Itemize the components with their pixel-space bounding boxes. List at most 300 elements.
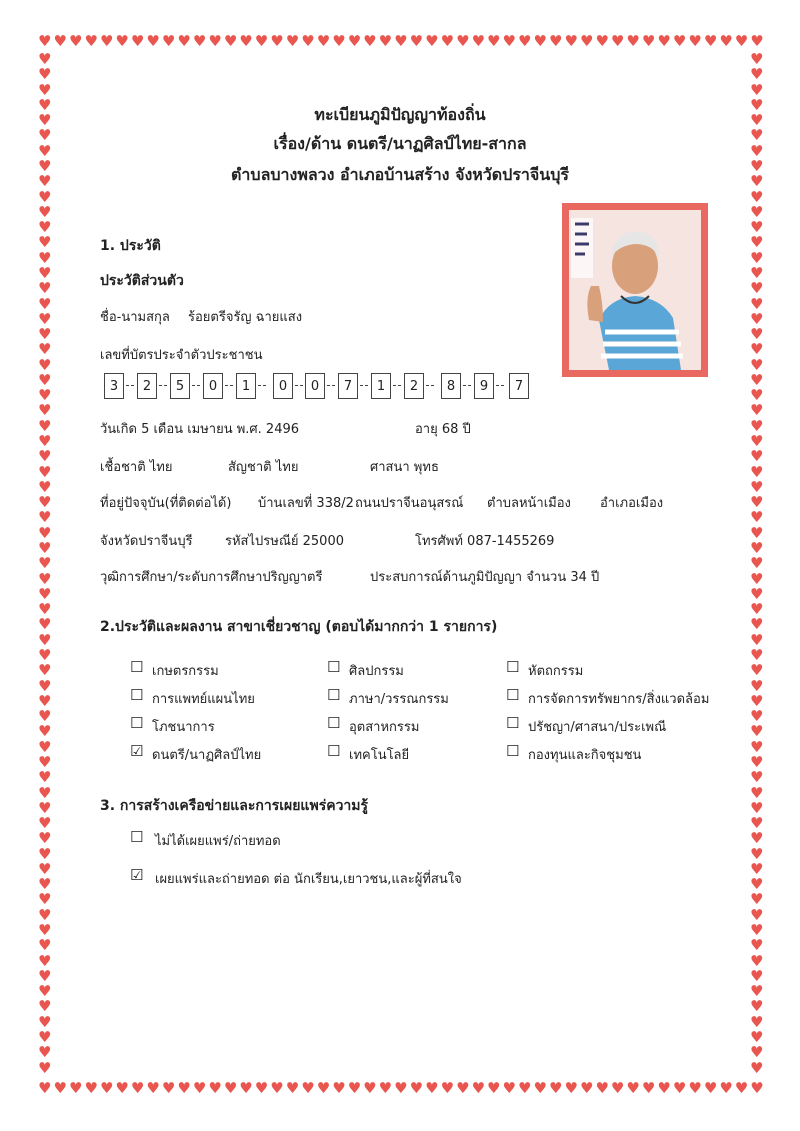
heart-icon: ♥ [750,202,764,221]
heart-icon: ♥ [518,32,532,50]
heart-icon: ♥ [548,32,563,50]
heart-icon: ♥ [750,32,764,50]
heart-icon: ♥ [610,32,625,50]
name-value: ร้อยตรีจรัญ ฉายแสง [188,310,303,325]
heart-icon: ♥ [285,32,300,50]
heart-icon: ♥ [38,309,52,328]
checkbox[interactable]: ☐ [327,658,341,676]
heart-icon: ♥ [130,1079,145,1097]
heart-icon: ♥ [440,32,455,50]
address-road: ถนนปราจีนอนุสรณ์ [355,496,464,511]
heart-icon: ♥ [657,1079,671,1097]
heart-icon: ♥ [750,141,764,160]
id-separator [192,385,200,386]
heart-icon: ♥ [38,951,52,970]
heart-icon: ♥ [38,279,52,298]
heart-icon: ♥ [38,355,52,374]
heart-icon: ♥ [409,32,424,50]
id-separator [327,385,335,386]
option-label: เกษตรกรรม [152,664,219,679]
heart-icon: ♥ [502,32,516,50]
heart-icon: ♥ [564,32,578,50]
checkbox[interactable]: ☐ [130,686,144,704]
portrait-photo-frame [562,203,708,377]
heart-icon: ♥ [38,982,52,1001]
heart-icon: ♥ [750,615,764,634]
section3-heading: 3. การสร้างเครือข่ายและการเผยแพร่ความรู้ [100,798,369,814]
checkbox[interactable]: ☐ [506,686,520,704]
heart-icon: ♥ [734,32,749,50]
heart-icon: ♥ [38,783,52,802]
heart-icon: ♥ [750,432,764,451]
heart-icon: ♥ [38,172,52,191]
heart-icon: ♥ [38,325,52,344]
id-separator [393,385,401,386]
heart-icon: ♥ [38,569,52,588]
heart-icon: ♥ [394,32,408,50]
heart-icon: ♥ [99,1079,114,1097]
heart-icon: ♥ [38,233,52,252]
heart-icon: ♥ [750,1028,764,1046]
heart-icon: ♥ [750,982,764,1001]
heart-icon: ♥ [177,1079,191,1097]
heart-icon: ♥ [38,936,52,955]
heart-icon: ♥ [161,32,176,50]
heart-icon: ♥ [750,65,764,84]
checkbox[interactable]: ☐ [327,714,341,732]
id-separator [258,385,266,386]
heart-icon: ♥ [487,1079,501,1097]
heart-icon: ♥ [38,829,52,848]
heart-icon: ♥ [548,1079,563,1097]
heart-icon: ♥ [750,386,764,405]
checkbox[interactable]: ☑ [130,742,144,760]
heart-icon: ♥ [316,1079,331,1097]
heart-icon: ♥ [146,32,160,50]
heart-icon: ♥ [750,172,764,191]
heart-icon: ♥ [750,523,764,542]
checkbox[interactable]: ☐ [130,828,144,846]
heart-icon: ♥ [425,1079,439,1097]
heart-icon: ♥ [750,737,764,756]
heart-icon: ♥ [750,340,764,359]
heart-icon: ♥ [750,966,764,985]
heart-icon: ♥ [750,630,764,649]
heart-icon: ♥ [750,187,764,206]
heart-icon: ♥ [254,1079,269,1097]
heart-icon: ♥ [38,370,52,389]
heart-icon: ♥ [750,263,764,282]
heart-icon: ♥ [487,32,501,50]
checkbox[interactable]: ☐ [327,742,341,760]
heart-icon: ♥ [53,1079,67,1097]
heart-icon: ♥ [38,462,52,481]
heart-icon: ♥ [68,1079,83,1097]
heart-icon: ♥ [38,615,52,634]
heart-icon: ♥ [38,416,52,435]
heart-icon: ♥ [38,263,52,282]
heart-icon: ♥ [38,1079,52,1097]
heart-icon: ♥ [38,156,52,175]
page-subtitle-topic: เรื่อง/ด้าน ดนตรี/นาฏศิลป์ไทย-สากล [273,134,527,153]
heart-icon: ♥ [719,32,733,50]
option-label: ศิลปกรรม [349,664,404,679]
heart-icon: ♥ [38,997,52,1016]
heart-icon: ♥ [533,1079,547,1097]
id-digit: 1 [371,373,391,399]
heart-icon: ♥ [750,462,764,481]
heart-icon: ♥ [270,1079,284,1097]
heart-icon: ♥ [719,1079,733,1097]
heart-icon: ♥ [750,1012,764,1031]
heart-icon: ♥ [750,936,764,955]
heart-icon: ♥ [38,447,52,466]
id-digit: 0 [305,373,325,399]
heart-icon: ♥ [750,416,764,435]
heart-icon: ♥ [750,508,764,527]
id-separator [225,385,233,386]
heart-icon: ♥ [750,569,764,588]
heart-icon: ♥ [750,783,764,802]
id-separator [126,385,134,386]
option-label: เผยแพร่และถ่ายทอด ต่อ นักเรียน,เยาวชน,และผู้ที่สนใจ [155,872,462,887]
nationality: สัญชาติ ไทย [228,460,299,475]
heart-icon: ♥ [38,65,52,84]
heart-icon: ♥ [177,32,191,50]
heart-icon: ♥ [38,218,52,237]
heart-icon: ♥ [750,905,764,924]
heart-icon: ♥ [750,218,764,237]
experience-years: ประสบการณ์ด้านภูมิปัญญา จำนวน 34 ปี [370,570,600,585]
checkbox[interactable]: ☐ [506,742,520,760]
heart-icon: ♥ [192,1079,207,1097]
heart-icon: ♥ [38,630,52,649]
heart-icon: ♥ [750,156,764,175]
name-label: ชื่อ-นามสกุล [100,310,170,325]
heart-icon: ♥ [750,493,764,512]
heart-icon: ♥ [38,187,52,206]
heart-icon: ♥ [750,829,764,848]
heart-icon: ♥ [750,294,764,313]
heart-icon: ♥ [750,890,764,909]
heart-icon: ♥ [579,1079,594,1097]
heart-icon: ♥ [53,32,67,50]
id-digit: 0 [273,373,293,399]
heart-icon: ♥ [579,32,594,50]
heart-icon: ♥ [208,1079,222,1097]
heart-icon: ♥ [38,202,52,221]
portrait-photo [569,210,701,370]
heart-icon: ♥ [471,32,486,50]
heart-icon: ♥ [703,32,718,50]
birth-date: วันเกิด 5 เดือน เมษายน พ.ศ. 2496 [100,422,300,437]
heart-icon: ♥ [750,325,764,344]
heart-icon: ♥ [38,50,52,68]
checkbox[interactable]: ☐ [130,714,144,732]
heart-icon: ♥ [750,691,764,710]
heart-icon: ♥ [750,951,764,970]
heart-icon: ♥ [38,890,52,909]
heart-icon: ♥ [750,95,764,114]
heart-icon: ♥ [750,477,764,496]
heart-icon: ♥ [626,1079,640,1097]
heart-icon: ♥ [301,1079,315,1097]
heart-icon: ♥ [440,1079,455,1097]
heart-icon: ♥ [378,1079,393,1097]
heart-icon: ♥ [192,32,207,50]
heart-icon: ♥ [750,539,764,557]
heart-icon: ♥ [750,1058,764,1077]
heart-icon: ♥ [38,95,52,114]
id-separator [496,385,504,386]
heart-icon: ♥ [38,921,52,940]
section2-heading: 2.ประวัติและผลงาน สาขาเชี่ยวชาญ (ตอบได้มากกว่า 1 รายการ) [100,619,498,635]
heart-icon: ♥ [657,32,671,50]
heart-icon: ♥ [750,676,764,695]
heart-icon: ♥ [38,126,52,145]
heart-icon: ♥ [239,1079,253,1097]
heart-icon: ♥ [750,722,764,741]
heart-icon: ♥ [38,661,52,680]
heart-icon: ♥ [38,539,52,557]
heart-icon: ♥ [750,233,764,252]
heart-icon: ♥ [347,32,362,50]
heart-icon: ♥ [38,401,52,420]
heart-icon: ♥ [533,32,547,50]
heart-icon: ♥ [750,859,764,878]
heart-icon: ♥ [750,111,764,130]
heart-icon: ♥ [750,921,764,940]
heart-icon: ♥ [38,141,52,160]
heart-icon: ♥ [750,50,764,68]
heart-icon: ♥ [750,875,764,894]
option-label: โภชนาการ [152,720,215,735]
heart-icon: ♥ [115,32,129,50]
education: วุฒิการศึกษา/ระดับการศึกษาปริญญาตรี [100,570,323,585]
heart-icon: ♥ [99,32,114,50]
heart-icon: ♥ [68,32,83,50]
option-label: ภาษา/วรรณกรรม [349,692,449,707]
heart-icon: ♥ [146,1079,160,1097]
heart-icon: ♥ [595,32,609,50]
heart-icon: ♥ [750,554,764,573]
heart-icon: ♥ [750,126,764,145]
heart-icon: ♥ [38,798,52,817]
heart-icon: ♥ [750,447,764,466]
checkbox[interactable]: ☐ [506,658,520,676]
heart-icon: ♥ [38,844,52,863]
heart-icon: ♥ [750,798,764,817]
id-digit: 8 [441,373,461,399]
heart-icon: ♥ [378,32,393,50]
heart-icon: ♥ [750,768,764,787]
id-separator [295,385,303,386]
heart-icon: ♥ [38,432,52,451]
heart-icon: ♥ [750,844,764,863]
heart-icon: ♥ [734,1079,749,1097]
id-digit: 9 [474,373,494,399]
page-title: ทะเบียนภูมิปัญญาท้องถิ่น [314,105,486,124]
ethnicity: เชื้อชาติ ไทย [100,460,173,475]
checkbox[interactable]: ☐ [327,686,341,704]
heart-icon: ♥ [750,645,764,664]
option-label: เทคโนโลยี [349,748,410,763]
heart-icon: ♥ [38,584,52,603]
heart-icon: ♥ [38,32,52,50]
heart-icon: ♥ [456,32,470,50]
postcode: รหัสไปรษณีย์ 25000 [225,534,344,549]
heart-icon: ♥ [641,1079,656,1097]
heart-icon: ♥ [285,1079,300,1097]
option-label: การจัดการทรัพยากร/สิ่งแวดล้อม [528,692,710,707]
option-label: กองทุนและกิจชุมชน [528,748,642,763]
heart-icon: ♥ [456,1079,470,1097]
heart-icon: ♥ [38,477,52,496]
heart-icon: ♥ [270,32,284,50]
heart-icon: ♥ [38,875,52,894]
heart-icon: ♥ [750,401,764,420]
heart-icon: ♥ [672,32,687,50]
heart-icon: ♥ [161,1079,176,1097]
heart-icon: ♥ [750,370,764,389]
id-separator [463,385,471,386]
address-subdistrict: ตำบลหน้าเมือง [487,496,571,511]
id-digit: 2 [137,373,157,399]
heart-icon: ♥ [38,768,52,787]
heart-icon: ♥ [38,737,52,756]
option-label: การแพทย์แผนไทย [152,692,255,707]
heart-icon: ♥ [38,294,52,313]
id-digit: 7 [338,373,358,399]
id-digit: 3 [104,373,124,399]
heart-icon: ♥ [38,1028,52,1046]
age: อายุ 68 ปี [415,422,471,437]
heart-icon: ♥ [750,309,764,328]
heart-icon: ♥ [38,386,52,405]
section1-heading: 1. ประวัติ [100,238,161,254]
religion: ศาสนา พุทธ [370,460,439,475]
heart-icon: ♥ [363,1079,377,1097]
heart-icon: ♥ [750,1043,764,1062]
heart-border-top [38,34,764,49]
option-label: ดนตรี/นาฏศิลป์ไทย [152,748,262,763]
id-digit: 0 [203,373,223,399]
heart-icon: ♥ [254,32,269,50]
checkbox[interactable]: ☐ [130,658,144,676]
heart-icon: ♥ [38,554,52,573]
heart-icon: ♥ [38,248,52,267]
heart-icon: ♥ [316,32,331,50]
heart-icon: ♥ [688,1079,702,1097]
heart-icon: ♥ [208,32,222,50]
heart-icon: ♥ [750,279,764,298]
heart-icon: ♥ [332,32,346,50]
heart-icon: ♥ [301,32,315,50]
heart-icon: ♥ [750,997,764,1016]
heart-icon: ♥ [347,1079,362,1097]
heart-icon: ♥ [672,1079,687,1097]
checkbox[interactable]: ☐ [506,714,520,732]
option-label: อุตสาหกรรม [349,720,420,735]
heart-icon: ♥ [38,905,52,924]
heart-icon: ♥ [703,1079,718,1097]
heart-icon: ♥ [750,814,764,833]
id-card-label: เลขที่บัตรประจำตัวประชาชน [100,348,263,363]
checkbox[interactable]: ☑ [130,866,144,884]
heart-icon: ♥ [626,32,640,50]
heart-icon: ♥ [471,1079,486,1097]
heart-icon: ♥ [688,32,702,50]
address-district: อำเภอเมือง [600,496,664,511]
heart-icon: ♥ [409,1079,424,1097]
heart-icon: ♥ [595,1079,609,1097]
heart-icon: ♥ [750,661,764,680]
heart-icon: ♥ [38,691,52,710]
phone-number: โทรศัพท์ 087-1455269 [415,534,555,549]
heart-icon: ♥ [332,1079,346,1097]
heart-icon: ♥ [223,1079,238,1097]
heart-icon: ♥ [425,32,439,50]
heart-icon: ♥ [38,814,52,833]
heart-icon: ♥ [750,80,764,99]
heart-icon: ♥ [38,676,52,695]
heart-icon: ♥ [750,584,764,603]
heart-icon: ♥ [750,600,764,619]
page-subtitle-location: ตำบลบางพลวง อำเภอบ้านสร้าง จังหวัดปราจีนบุรี [231,165,569,184]
heart-icon: ♥ [564,1079,578,1097]
heart-border-left [38,52,51,1076]
heart-icon: ♥ [38,645,52,664]
option-label: ไม่ได้เผยแพร่/ถ่ายทอด [155,834,281,849]
id-separator [159,385,167,386]
heart-icon: ♥ [750,1079,764,1097]
heart-icon: ♥ [750,752,764,771]
option-label: หัตถกรรม [528,664,584,679]
heart-icon: ♥ [38,80,52,99]
heart-icon: ♥ [641,32,656,50]
heart-icon: ♥ [38,859,52,878]
heart-icon: ♥ [84,32,98,50]
heart-icon: ♥ [610,1079,625,1097]
heart-icon: ♥ [750,707,764,726]
heart-icon: ♥ [84,1079,98,1097]
heart-icon: ♥ [239,32,253,50]
heart-icon: ♥ [38,340,52,359]
heart-icon: ♥ [38,523,52,542]
heart-icon: ♥ [223,32,238,50]
id-digit: 7 [509,373,529,399]
heart-icon: ♥ [502,1079,516,1097]
heart-icon: ♥ [750,355,764,374]
id-digit: 1 [236,373,256,399]
heart-icon: ♥ [750,248,764,267]
heart-icon: ♥ [115,1079,129,1097]
id-digit: 5 [170,373,190,399]
heart-icon: ♥ [38,111,52,130]
heart-icon: ♥ [38,1058,52,1077]
heart-icon: ♥ [38,722,52,741]
heart-icon: ♥ [38,1012,52,1031]
heart-border-bottom [38,1081,764,1096]
personal-info-heading: ประวัติส่วนตัว [100,273,184,289]
option-label: ปรัชญา/ศาสนา/ประเพณี [528,720,667,735]
province: จังหวัดปราจีนบุรี [100,534,193,549]
heart-border-right [750,52,763,1076]
heart-icon: ♥ [38,966,52,985]
heart-icon: ♥ [518,1079,532,1097]
heart-icon: ♥ [38,1043,52,1062]
heart-icon: ♥ [38,707,52,726]
